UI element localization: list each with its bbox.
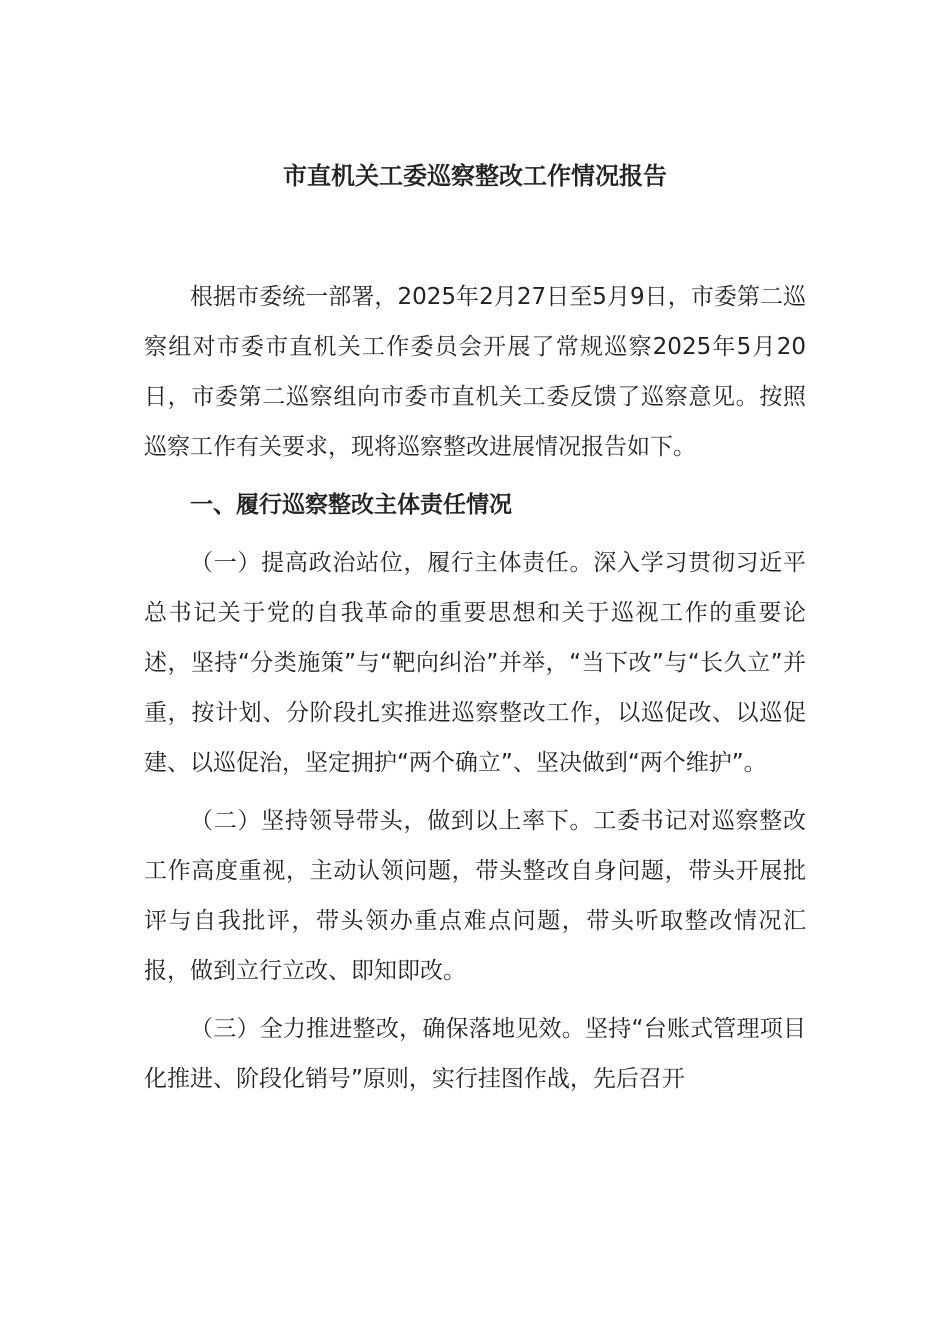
paragraph-item-2: （二）坚持领导带头，做到以上率下。工委书记对巡察整改工作高度重视，主动认领问题，带头整改自身问题，带头开展批评与自我批评，带头领办重点难点问题，带头听取整改情况汇报，做到立行立改、即知即改。 [144,808,806,984]
paragraph-item-1: （一）提高政治站位，履行主体责任。深入学习贯彻习近平总书记关于党的自我革命的重要思想和关于巡视工作的重要论述，坚持“分类施策”与“靶向纠治”并举，“当下改”与“长久立”并重，按计划、分阶段扎实推进巡察整改工作，以巡促改、以巡促建、以巡促治，坚定拥护“两个确立”、坚决做到“两个维护”。 [144,550,806,776]
paragraph-item-3: （三）全力推进整改，确保落地见效。坚持“台账式管理项目化推进、阶段化销号”原则，实行挂图作战，先后召开 [144,1016,806,1092]
section-heading: 一、履行巡察整改主体责任情况 [190,492,512,518]
intro-paragraph: 根据市委统一部署，2025年2月27日至5月9日，市委第二巡察组对市委市直机关工作委员会开展了常规巡察2025年5月20日，市委第二巡察组向市委市直机关工委反馈了巡察意见。按照巡察工作有关要求，现将巡察整改进展情况报告如下。 [144,284,806,460]
document-body [144,272,806,1112]
document-title: 市直机关工委巡察整改工作情况报告 [283,162,667,190]
